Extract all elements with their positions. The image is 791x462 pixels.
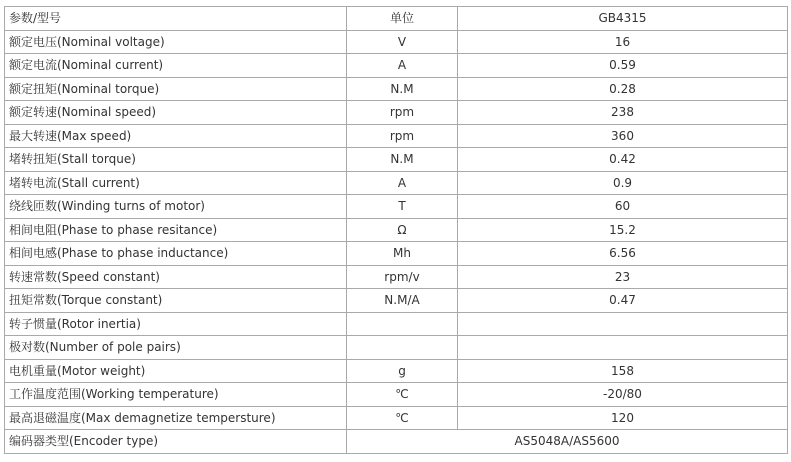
- row-unit: rpm: [347, 124, 458, 148]
- table-row: [5, 312, 788, 336]
- table-row: [5, 383, 788, 407]
- row-unit: rpm: [347, 101, 458, 125]
- row-param: 工作温度范围(Working temperature): [5, 383, 347, 407]
- row-unit: A: [347, 54, 458, 78]
- encoder-value: AS5048A/AS5600: [347, 430, 788, 454]
- row-value: 15.2: [458, 218, 788, 242]
- motor-spec-table: [4, 6, 788, 454]
- row-param: 极对数(Number of pole pairs): [5, 336, 347, 360]
- row-value: 23: [458, 265, 788, 289]
- row-value: 0.9: [458, 171, 788, 195]
- row-value: -20/80: [458, 383, 788, 407]
- row-unit: N.M: [347, 148, 458, 172]
- table-row: [5, 336, 788, 360]
- row-param: 堵转扭矩(Stall torque): [5, 148, 347, 172]
- row-value: 0.59: [458, 54, 788, 78]
- row-value: 60: [458, 195, 788, 219]
- table-row: [5, 195, 788, 219]
- row-unit: ℃: [347, 406, 458, 430]
- row-param: 额定转速(Nominal speed): [5, 101, 347, 125]
- table-row: [5, 359, 788, 383]
- row-value: [458, 312, 788, 336]
- table-row: [5, 77, 788, 101]
- row-param: 额定电流(Nominal current): [5, 54, 347, 78]
- table-row: [5, 54, 788, 78]
- table-row: [5, 289, 788, 313]
- row-param: 绕线匝数(Winding turns of motor): [5, 195, 347, 219]
- table-row: [5, 242, 788, 266]
- table-row: [5, 124, 788, 148]
- header-row: [5, 7, 788, 31]
- header-model: GB4315: [458, 7, 788, 31]
- encoder-row: [5, 430, 788, 454]
- row-param: 电机重量(Motor weight): [5, 359, 347, 383]
- row-param: 扭矩常数(Torque constant): [5, 289, 347, 313]
- row-value: 0.28: [458, 77, 788, 101]
- row-param: 最高退磁温度(Max demagnetize tempersture): [5, 406, 347, 430]
- row-unit: T: [347, 195, 458, 219]
- row-param: 额定扭矩(Nominal torque): [5, 77, 347, 101]
- row-unit: rpm/v: [347, 265, 458, 289]
- row-param: 相间电阻(Phase to phase resitance): [5, 218, 347, 242]
- row-value: 360: [458, 124, 788, 148]
- row-value: 158: [458, 359, 788, 383]
- table-row: [5, 265, 788, 289]
- row-param: 最大转速(Max speed): [5, 124, 347, 148]
- row-param: 转子惯量(Rotor inertia): [5, 312, 347, 336]
- row-value: 6.56: [458, 242, 788, 266]
- table-row: [5, 148, 788, 172]
- row-unit: A: [347, 171, 458, 195]
- row-unit: [347, 336, 458, 360]
- row-param: 转速常数(Speed constant): [5, 265, 347, 289]
- row-unit: g: [347, 359, 458, 383]
- row-param: 堵转电流(Stall current): [5, 171, 347, 195]
- row-param: 额定电压(Nominal voltage): [5, 30, 347, 54]
- row-value: 120: [458, 406, 788, 430]
- row-value: 16: [458, 30, 788, 54]
- row-unit: [347, 312, 458, 336]
- row-unit: ℃: [347, 383, 458, 407]
- row-value: 0.47: [458, 289, 788, 313]
- table-row: [5, 30, 788, 54]
- row-value: 0.42: [458, 148, 788, 172]
- encoder-param: 编码器类型(Encoder type): [5, 430, 347, 454]
- header-param: 参数/型号: [5, 7, 347, 31]
- table-row: [5, 218, 788, 242]
- table-row: [5, 101, 788, 125]
- row-unit: N.M/A: [347, 289, 458, 313]
- header-unit: 单位: [347, 7, 458, 31]
- row-value: [458, 336, 788, 360]
- row-value: 238: [458, 101, 788, 125]
- row-unit: N.M: [347, 77, 458, 101]
- table-row: [5, 171, 788, 195]
- row-param: 相间电感(Phase to phase inductance): [5, 242, 347, 266]
- table-row: [5, 406, 788, 430]
- row-unit: Ω: [347, 218, 458, 242]
- row-unit: V: [347, 30, 458, 54]
- row-unit: Mh: [347, 242, 458, 266]
